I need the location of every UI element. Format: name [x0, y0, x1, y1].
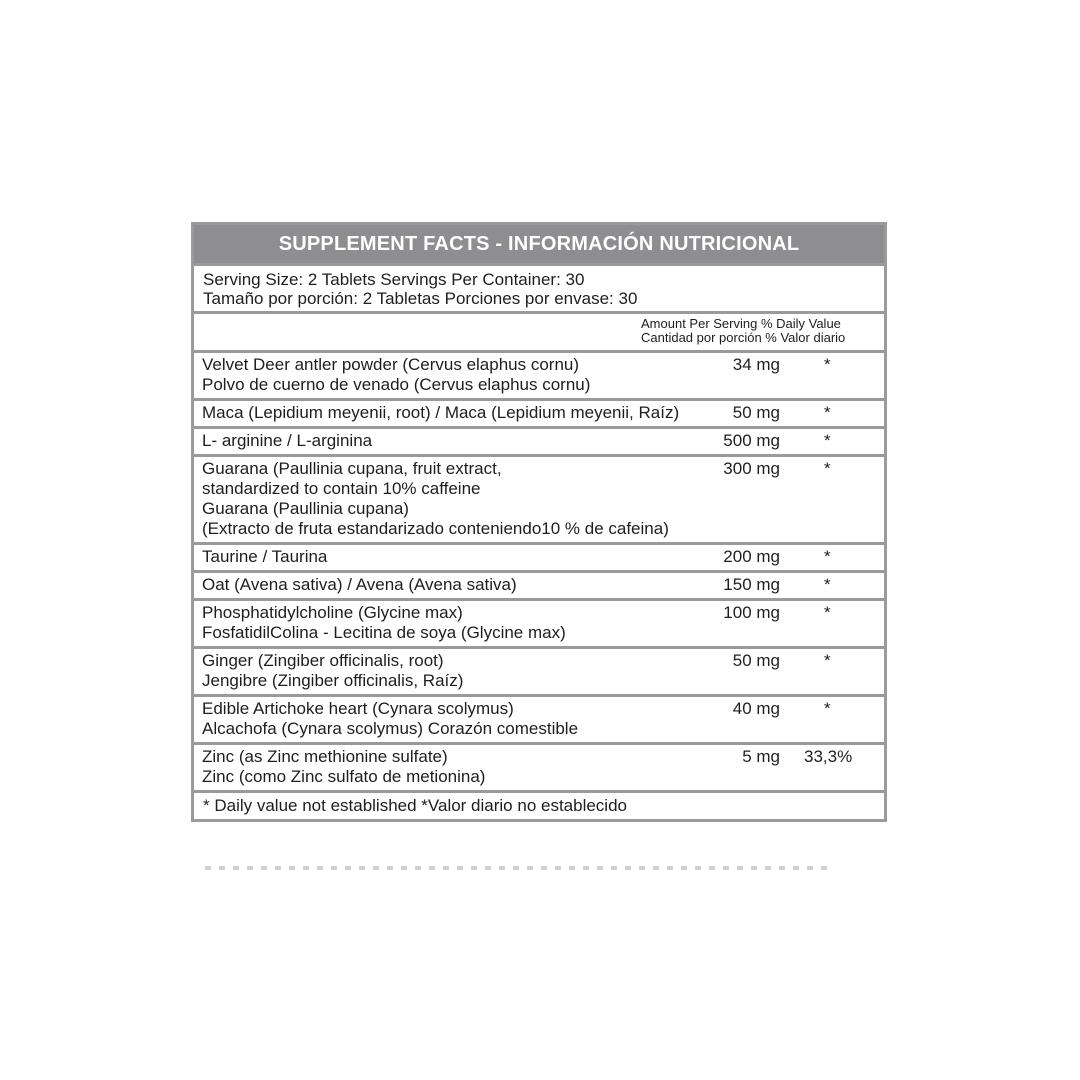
ingredient-row	[194, 573, 884, 601]
supplement-facts-panel	[191, 222, 887, 822]
ingredient-name	[194, 457, 884, 542]
ingredient-row	[194, 745, 884, 793]
ingredient-row	[194, 697, 884, 745]
ingredient-row	[194, 353, 884, 401]
column-header	[194, 314, 884, 353]
cropped-text-edge	[205, 866, 830, 870]
ingredient-amount: 500 mg	[723, 431, 780, 450]
ingredient-name-line: Edible Artichoke heart (Cynara scolymus)	[202, 699, 514, 718]
ingredient-daily-value: *	[824, 575, 831, 594]
ingredient-name-line: Ginger (Zingiber officinalis, root)	[202, 651, 444, 670]
ingredient-name-line: Guarana (Paullinia cupana)	[202, 499, 409, 518]
ingredient-amount: 150 mg	[723, 575, 780, 594]
ingredient-name	[194, 573, 884, 598]
ingredient-amount: 50 mg	[732, 651, 780, 670]
ingredient-name-line: Maca (Lepidium meyenii, root) / Maca (Lepidium meyenii, Raíz)	[202, 403, 680, 422]
ingredient-name-line: Polvo de cuerno de venado (Cervus elaphus cornu)	[202, 375, 591, 394]
ingredient-row	[194, 457, 884, 545]
ingredient-amount: 300 mg	[723, 459, 780, 478]
ingredient-name-line: Jengibre (Zingiber officinalis, Raíz)	[202, 671, 464, 690]
ingredient-daily-value: *	[824, 699, 831, 718]
ingredient-row	[194, 649, 884, 697]
ingredient-row	[194, 601, 884, 649]
ingredient-daily-value: 33,3%	[804, 747, 853, 766]
ingredient-name-line: Taurine / Taurina	[202, 547, 328, 566]
ingredient-name-line: Guarana (Paullinia cupana, fruit extract,	[202, 459, 502, 478]
ingredient-name-line: (Extracto de fruta estandarizado conteniendo10 % de cafeina)	[202, 519, 669, 538]
ingredient-name-line: Zinc (como Zinc sulfato de metionina)	[202, 767, 486, 786]
ingredient-daily-value: *	[824, 603, 831, 622]
ingredient-name	[194, 601, 884, 646]
ingredient-name	[194, 545, 884, 570]
ingredient-name-line: Zinc (as Zinc methionine sulfate)	[202, 747, 448, 766]
ingredient-daily-value: *	[824, 431, 831, 450]
footnote: * Daily value not established *Valor diario no establecido	[203, 796, 627, 815]
serving-line-es: Tamaño por porción: 2 Tabletas Porciones por envase: 30	[203, 289, 638, 308]
ingredient-list	[194, 353, 884, 793]
ingredient-name	[194, 745, 884, 790]
ingredient-name-line: Alcachofa (Cynara scolymus) Corazón comestible	[202, 719, 579, 738]
ingredient-name	[194, 429, 884, 454]
ingredient-name	[194, 649, 884, 694]
ingredient-name	[194, 697, 884, 742]
ingredient-name-line: L- arginine / L-arginina	[202, 431, 373, 450]
ingredient-amount: 5 mg	[742, 747, 780, 766]
ingredient-row	[194, 401, 884, 429]
ingredient-amount: 34 mg	[732, 355, 780, 374]
ingredient-amount: 40 mg	[732, 699, 780, 718]
ingredient-daily-value: *	[824, 403, 831, 422]
ingredient-daily-value: *	[824, 459, 831, 478]
ingredient-row	[194, 429, 884, 457]
ingredient-row	[194, 545, 884, 573]
serving-line-en: Serving Size: 2 Tablets Servings Per Container: 30	[203, 270, 585, 289]
ingredient-name	[194, 401, 884, 426]
ingredient-daily-value: *	[824, 547, 831, 566]
column-header-en: Amount Per Serving % Daily Value	[641, 316, 841, 331]
column-header-es: Cantidad por porción % Valor diario	[641, 330, 846, 345]
ingredient-name	[194, 353, 884, 398]
ingredient-name-line: Phosphatidylcholine (Glycine max)	[202, 603, 463, 622]
ingredient-daily-value: *	[824, 355, 831, 374]
ingredient-name-line: Oat (Avena sativa) / Avena (Avena sativa)	[202, 575, 517, 594]
ingredient-daily-value: *	[824, 651, 831, 670]
panel-title: SUPPLEMENT FACTS - INFORMACIÓN NUTRICIONAL	[194, 225, 884, 266]
ingredient-name-line: FosfatidilColina - Lecitina de soya (Glycine max)	[202, 623, 566, 642]
ingredient-name-line: Velvet Deer antler powder (Cervus elaphus cornu)	[202, 355, 580, 374]
ingredient-amount: 100 mg	[723, 603, 780, 622]
ingredient-name-line: standardized to contain 10% caffeine	[202, 479, 481, 498]
ingredient-amount: 50 mg	[732, 403, 780, 422]
ingredient-amount: 200 mg	[723, 547, 780, 566]
serving-info	[194, 266, 884, 314]
